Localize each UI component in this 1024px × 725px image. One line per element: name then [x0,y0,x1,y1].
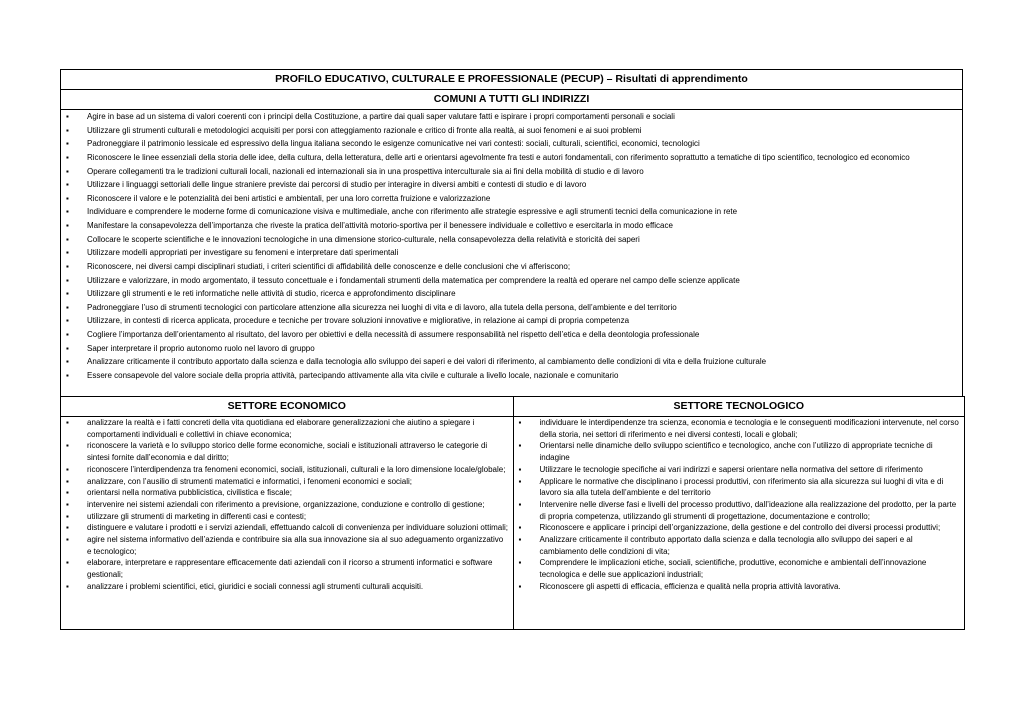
list-item: ▪ Riconoscere, nei diversi campi disciplinari studiati, i criteri scientifici di affidabilità delle conoscenze e delle conclusioni che vi afferiscono; [61,260,962,274]
tecnologico-column [513,396,966,630]
list-item: ▪ Riconoscere le linee essenziali della storia delle idee, della cultura, della letteratura, delle arti e orientarsi agevolmente fra testi e autori fondamentali, con riferimento soprattutto a tematiche di tipo scientifico, tecnologico ed economico [61,151,962,165]
list-item: ▪ orientarsi nella normativa pubblicistica, civilistica e fiscale; [61,487,513,499]
list-item: ▪ Utilizzare e valorizzare, in modo argomentato, il tessuto concettuale e i fondamentali strumenti della matematica per comprendere la realtà ed operare nel campo delle scienze applicate [61,274,962,288]
common-table [60,69,963,397]
economico-list [61,417,513,593]
list-item: ▪ Riconoscere il valore e le potenzialità dei beni artistici e ambientali, per una loro corretta fruizione e valorizzazione [61,192,962,206]
economico-title: SETTORE ECONOMICO [61,397,513,417]
economico-column [60,396,513,630]
list-item: ▪ Applicare le normative che disciplinano i processi produttivi, con riferimento sia alla sicurezza sui luoghi di vita e di lavoro sia alla tutela dell’ambiente e del territorio [514,476,965,499]
list-item: ▪ Comprendere le implicazioni etiche, sociali, scientifiche, produttive, economiche e ambientali dell’innovazione tecnologica e delle sue applicazioni industriali; [514,557,965,580]
list-item: ▪ Individuare e comprendere le moderne forme di comunicazione visiva e multimediale, anche con riferimento alle strategie espressive e agli strumenti tecnici della comunicazione in rete [61,205,962,219]
common-section-title: COMUNI A TUTTI GLI INDIRIZZI [61,90,962,110]
list-item: ▪ Saper interpretare il proprio autonomo ruolo nel lavoro di gruppo [61,342,962,356]
list-item: ▪ intervenire nei sistemi aziendali con riferimento a previsione, organizzazione, conduzione e controllo di gestione; [61,499,513,511]
tecnologico-title: SETTORE TECNOLOGICO [514,397,965,417]
list-item: ▪ elaborare, interpretare e rappresentare efficacemente dati aziendali con il ricorso a strumenti informatici e software gestionali; [61,557,513,580]
list-item: ▪ analizzare la realtà e i fatti concreti della vita quotidiana ed elaborare generalizzazioni che aiutino a spiegare i comportamenti individuali e collettivi in chiave economica; [61,417,513,440]
list-item: ▪ Analizzare criticamente il contributo apportato dalla scienza e dalla tecnologia allo sviluppo dei saperi e dei valori di riferimento, al cambiamento delle condizioni di vita e della fruizione culturale [61,355,962,369]
tecnologico-list [514,417,965,593]
document [60,69,963,591]
list-item: ▪ Analizzare criticamente il contributo apportato dalla scienza e dalla tecnologia allo sviluppo dei saperi e al cambiamento delle condizioni di vita; [514,534,965,557]
list-item: ▪ Riconoscere gli aspetti di efficacia, efficienza e qualità nella propria attività lavorativa. [514,581,965,593]
list-item: ▪ Utilizzare, in contesti di ricerca applicata, procedure e tecniche per trovare soluzioni innovative e migliorative, in relazione ai campi di propria competenza [61,314,962,328]
list-item: ▪ Utilizzare i linguaggi settoriali delle lingue straniere previste dai percorsi di studio per interagire in diversi ambiti e contesti di studio e di lavoro [61,178,962,192]
list-item: ▪ Utilizzare modelli appropriati per investigare su fenomeni e interpretare dati sperimentali [61,246,962,260]
list-item: ▪ Utilizzare le tecnologie specifiche ai vari indirizzi e sapersi orientare nella normativa del settore di riferimento [514,464,965,476]
list-item: ▪ Padroneggiare l’uso di strumenti tecnologici con particolare attenzione alla sicurezza nei luoghi di vita e di lavoro, alla tutela della persona, dell’ambiente e del territorio [61,301,962,315]
main-title: PROFILO EDUCATIVO, CULTURALE E PROFESSIONALE (PECUP) – Risultati di apprendimento [61,70,962,90]
list-item: ▪ utilizzare gli strumenti di marketing in differenti casi e contesti; [61,511,513,523]
list-item: ▪ Padroneggiare il patrimonio lessicale ed espressivo della lingua italiana secondo le esigenze comunicative nei vari contesti: sociali, culturali, scientifici, economici, tecnologici [61,137,962,151]
list-item: ▪ Operare collegamenti tra le tradizioni culturali locali, nazionali ed internazionali sia in una prospettiva interculturale sia ai fini della mobilità di studio e di lavoro [61,165,962,179]
list-item: ▪ riconoscere la varietà e lo sviluppo storico delle forme economiche, sociali e istituzionali attraverso le categorie di sintesi fornite dall’economia e dal diritto; [61,440,513,463]
list-item: ▪ Utilizzare gli strumenti e le reti informatiche nelle attività di studio, ricerca e approfondimento disciplinare [61,287,962,301]
list-item: ▪ Riconoscere e applicare i principi dell’organizzazione, della gestione e del controllo dei diversi processi produttivi; [514,522,965,534]
list-item: ▪ Agire in base ad un sistema di valori coerenti con i principi della Costituzione, a partire dai quali saper valutare fatti e ispirare i propri comportamenti personali e sociali [61,110,962,124]
list-item: ▪ Utilizzare gli strumenti culturali e metodologici acquisiti per porsi con atteggiamento razionale e critico di fronte alla realtà, ai suoi fenomeni e ai suoi problemi [61,124,962,138]
list-item: ▪ Orientarsi nelle dinamiche dello sviluppo scientifico e tecnologico, anche con l’utilizzo di appropriate tecniche di indagine [514,440,965,463]
common-list [61,110,962,383]
list-item: ▪ analizzare, con l’ausilio di strumenti matematici e informatici, i fenomeni economici e sociali; [61,476,513,488]
list-item: ▪ Collocare le scoperte scientifiche e le innovazioni tecnologiche in una dimensione storico-culturale, nella consapevolezza della relatività e storicità dei saperi [61,233,962,247]
list-item: ▪ Cogliere l’importanza dell’orientamento al risultato, del lavoro per obiettivi e della necessità di assumere responsabilità nel rispetto dell’etica e della deontologia professionale [61,328,962,342]
list-item: ▪ agire nel sistema informativo dell’azienda e contribuire sia alla sua innovazione sia al suo adeguamento organizzativo e tecnologico; [61,534,513,557]
list-item: ▪ Manifestare la consapevolezza dell’importanza che riveste la pratica dell’attività motorio-sportiva per il benessere individuale e collettivo e esercitarla in modo efficace [61,219,962,233]
list-item: ▪ Essere consapevole del valore sociale della propria attività, partecipando attivamente alla vita civile e culturale a livello locale, nazionale e comunitario [61,369,962,383]
list-item: ▪ analizzare i problemi scientifici, etici, giuridici e sociali connessi agli strumenti culturali acquisiti. [61,581,513,593]
list-item: ▪ individuare le interdipendenze tra scienza, economia e tecnologia e le conseguenti modificazioni intervenute, nel corso della storia, nei settori di riferimento e nei diversi contesti, locali e globali; [514,417,965,440]
list-item: ▪ riconoscere l’interdipendenza tra fenomeni economici, sociali, istituzionali, culturali e la loro dimensione locale/globale; [61,464,513,476]
list-item: ▪ distinguere e valutare i prodotti e i servizi aziendali, effettuando calcoli di convenienza per individuare soluzioni ottimali; [61,522,513,534]
list-item: ▪ Intervenire nelle diverse fasi e livelli del processo produttivo, dall’ideazione alla realizzazione del prodotto, per la parte di propria competenza, utilizzando gli strumenti di progettazione, documentazione e controllo; [514,499,965,522]
sector-tables [60,396,965,630]
